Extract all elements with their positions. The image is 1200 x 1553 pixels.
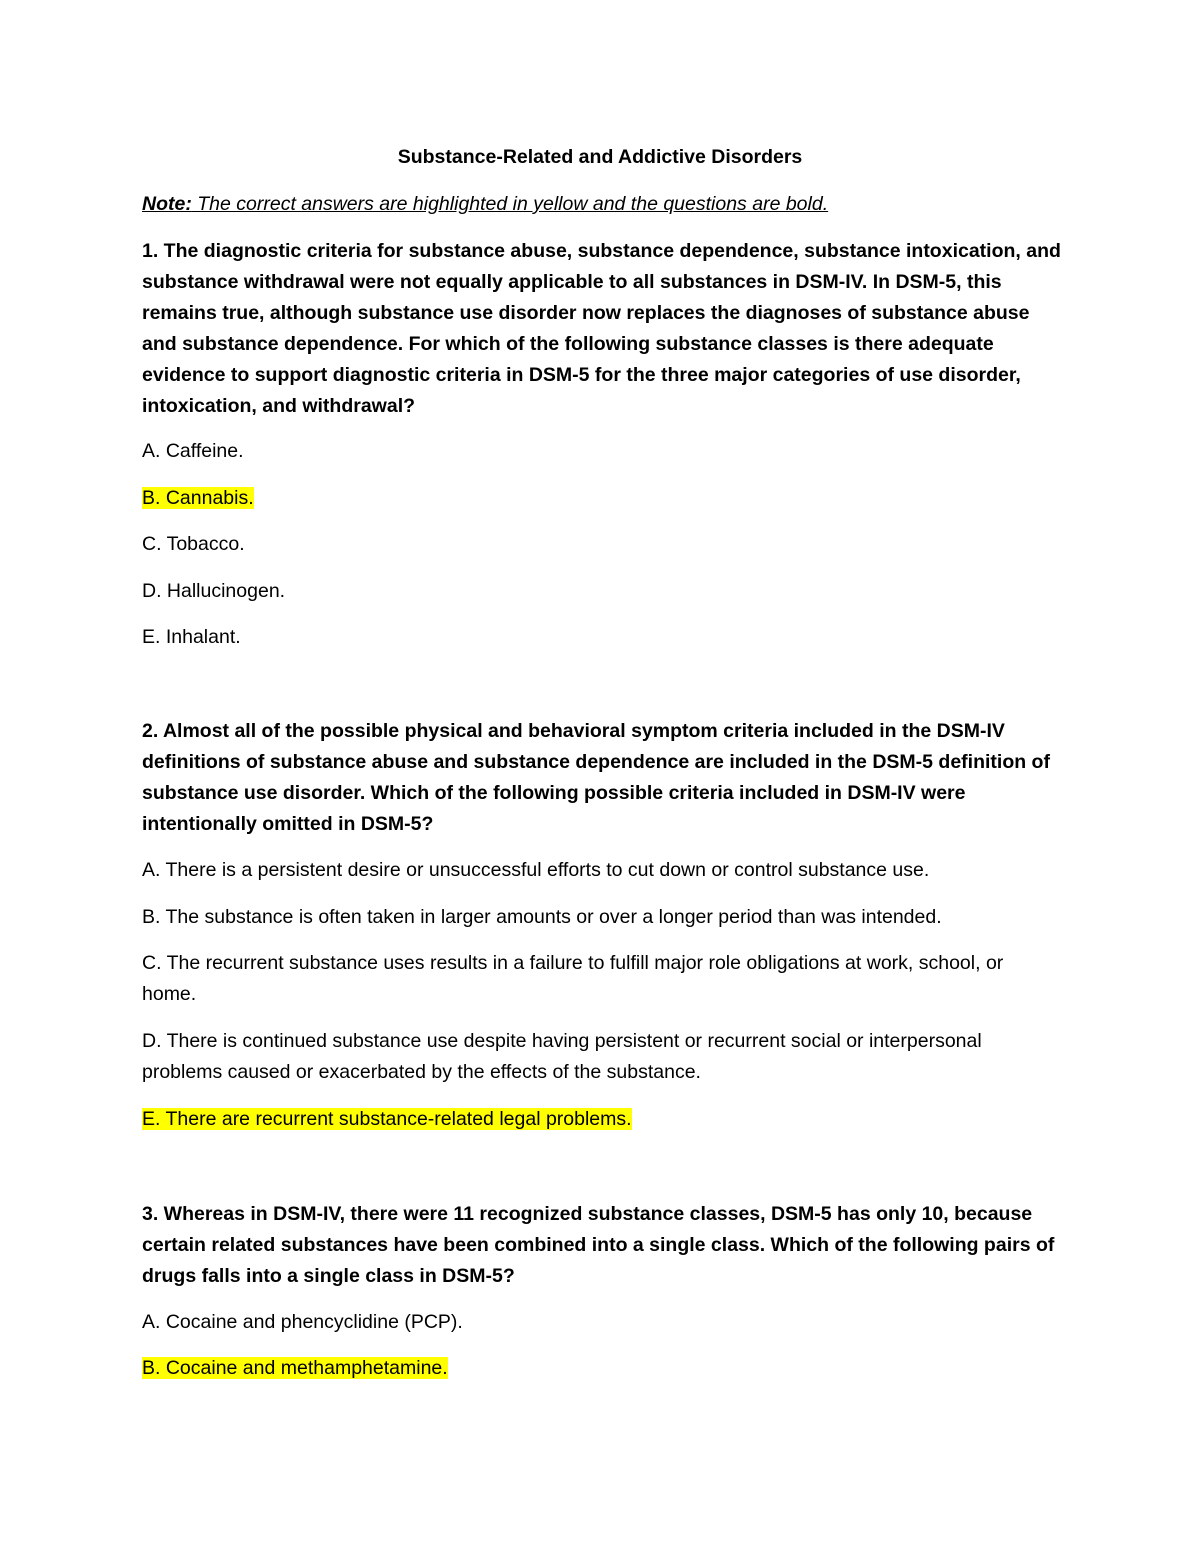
correct-answer-highlight: B. Cannabis.: [142, 487, 254, 509]
question-1: 1. The diagnostic criteria for substance abuse, substance dependence, substance intoxication, and substance withdrawal were not equally applicable to all substances in DSM-IV. In DSM-5, this remains true, although substance use disorder now replaces the diagnoses of substance abuse and substance dependence. For which of the following substance classes is there adequate evidence to support diagnostic criteria in DSM-5 for the three major categories of use disorder, intoxication, and withdrawal?: [142, 240, 1061, 417]
question-2: 2. Almost all of the possible physical and behavioral symptom criteria included in the DSM-IV definitions of substance abuse and substance dependence are included in the DSM-5 definition of substance use disorder. Which of the following possible criteria included in DSM-IV were intentionally omitted in DSM-5?: [142, 720, 1050, 835]
question-1-option-a: [142, 436, 1062, 467]
option-text: C. The recurrent substance uses results in a failure to fulfill major role obligations at work, school, or home.: [142, 952, 1004, 1005]
question-2-option-a: [142, 855, 1062, 886]
option-text: A. Caffeine.: [142, 440, 244, 462]
correct-answer-highlight: B. Cocaine and methamphetamine.: [142, 1357, 448, 1379]
question-3-option-b-correct: [142, 1353, 1062, 1384]
correct-answer-highlight: E. There are recurrent substance-related legal problems.: [142, 1108, 632, 1130]
option-text: C. Tobacco.: [142, 533, 245, 555]
note-line: [142, 189, 828, 220]
question-2-option-d: [142, 1026, 1062, 1088]
question-3: 3. Whereas in DSM-IV, there were 11 recognized substance classes, DSM-5 has only 10, because certain related substances have been combined into a single class. Which of the following pairs of drugs falls into a single class in DSM-5?: [142, 1203, 1055, 1287]
option-text: E. Inhalant.: [142, 626, 241, 648]
note-text: The correct answers are highlighted in yellow and the questions are bold.: [191, 193, 829, 215]
question-1-option-d: [142, 576, 1062, 607]
question-2-option-b: [142, 902, 1062, 933]
question-1-option-b-correct: [142, 483, 1062, 514]
question-1-option-c: [142, 529, 1062, 560]
option-text: D. Hallucinogen.: [142, 580, 286, 602]
option-text: D. There is continued substance use despite having persistent or recurrent social or interpersonal problems caused or exacerbated by the effects of the substance.: [142, 1030, 982, 1083]
note-label: Note:: [142, 193, 192, 215]
document-title: Substance-Related and Addictive Disorders: [397, 146, 803, 168]
option-text: A. There is a persistent desire or unsuccessful efforts to cut down or control substance use.: [142, 859, 930, 881]
question-3-option-a: [142, 1307, 1062, 1338]
question-2-option-c: [142, 948, 1062, 1010]
option-text: B. The substance is often taken in larger amounts or over a longer period than was intended.: [142, 906, 942, 928]
question-1-option-e: [142, 622, 1062, 653]
option-text: A. Cocaine and phencyclidine (PCP).: [142, 1311, 463, 1333]
question-2-option-e-correct: [142, 1104, 1062, 1135]
